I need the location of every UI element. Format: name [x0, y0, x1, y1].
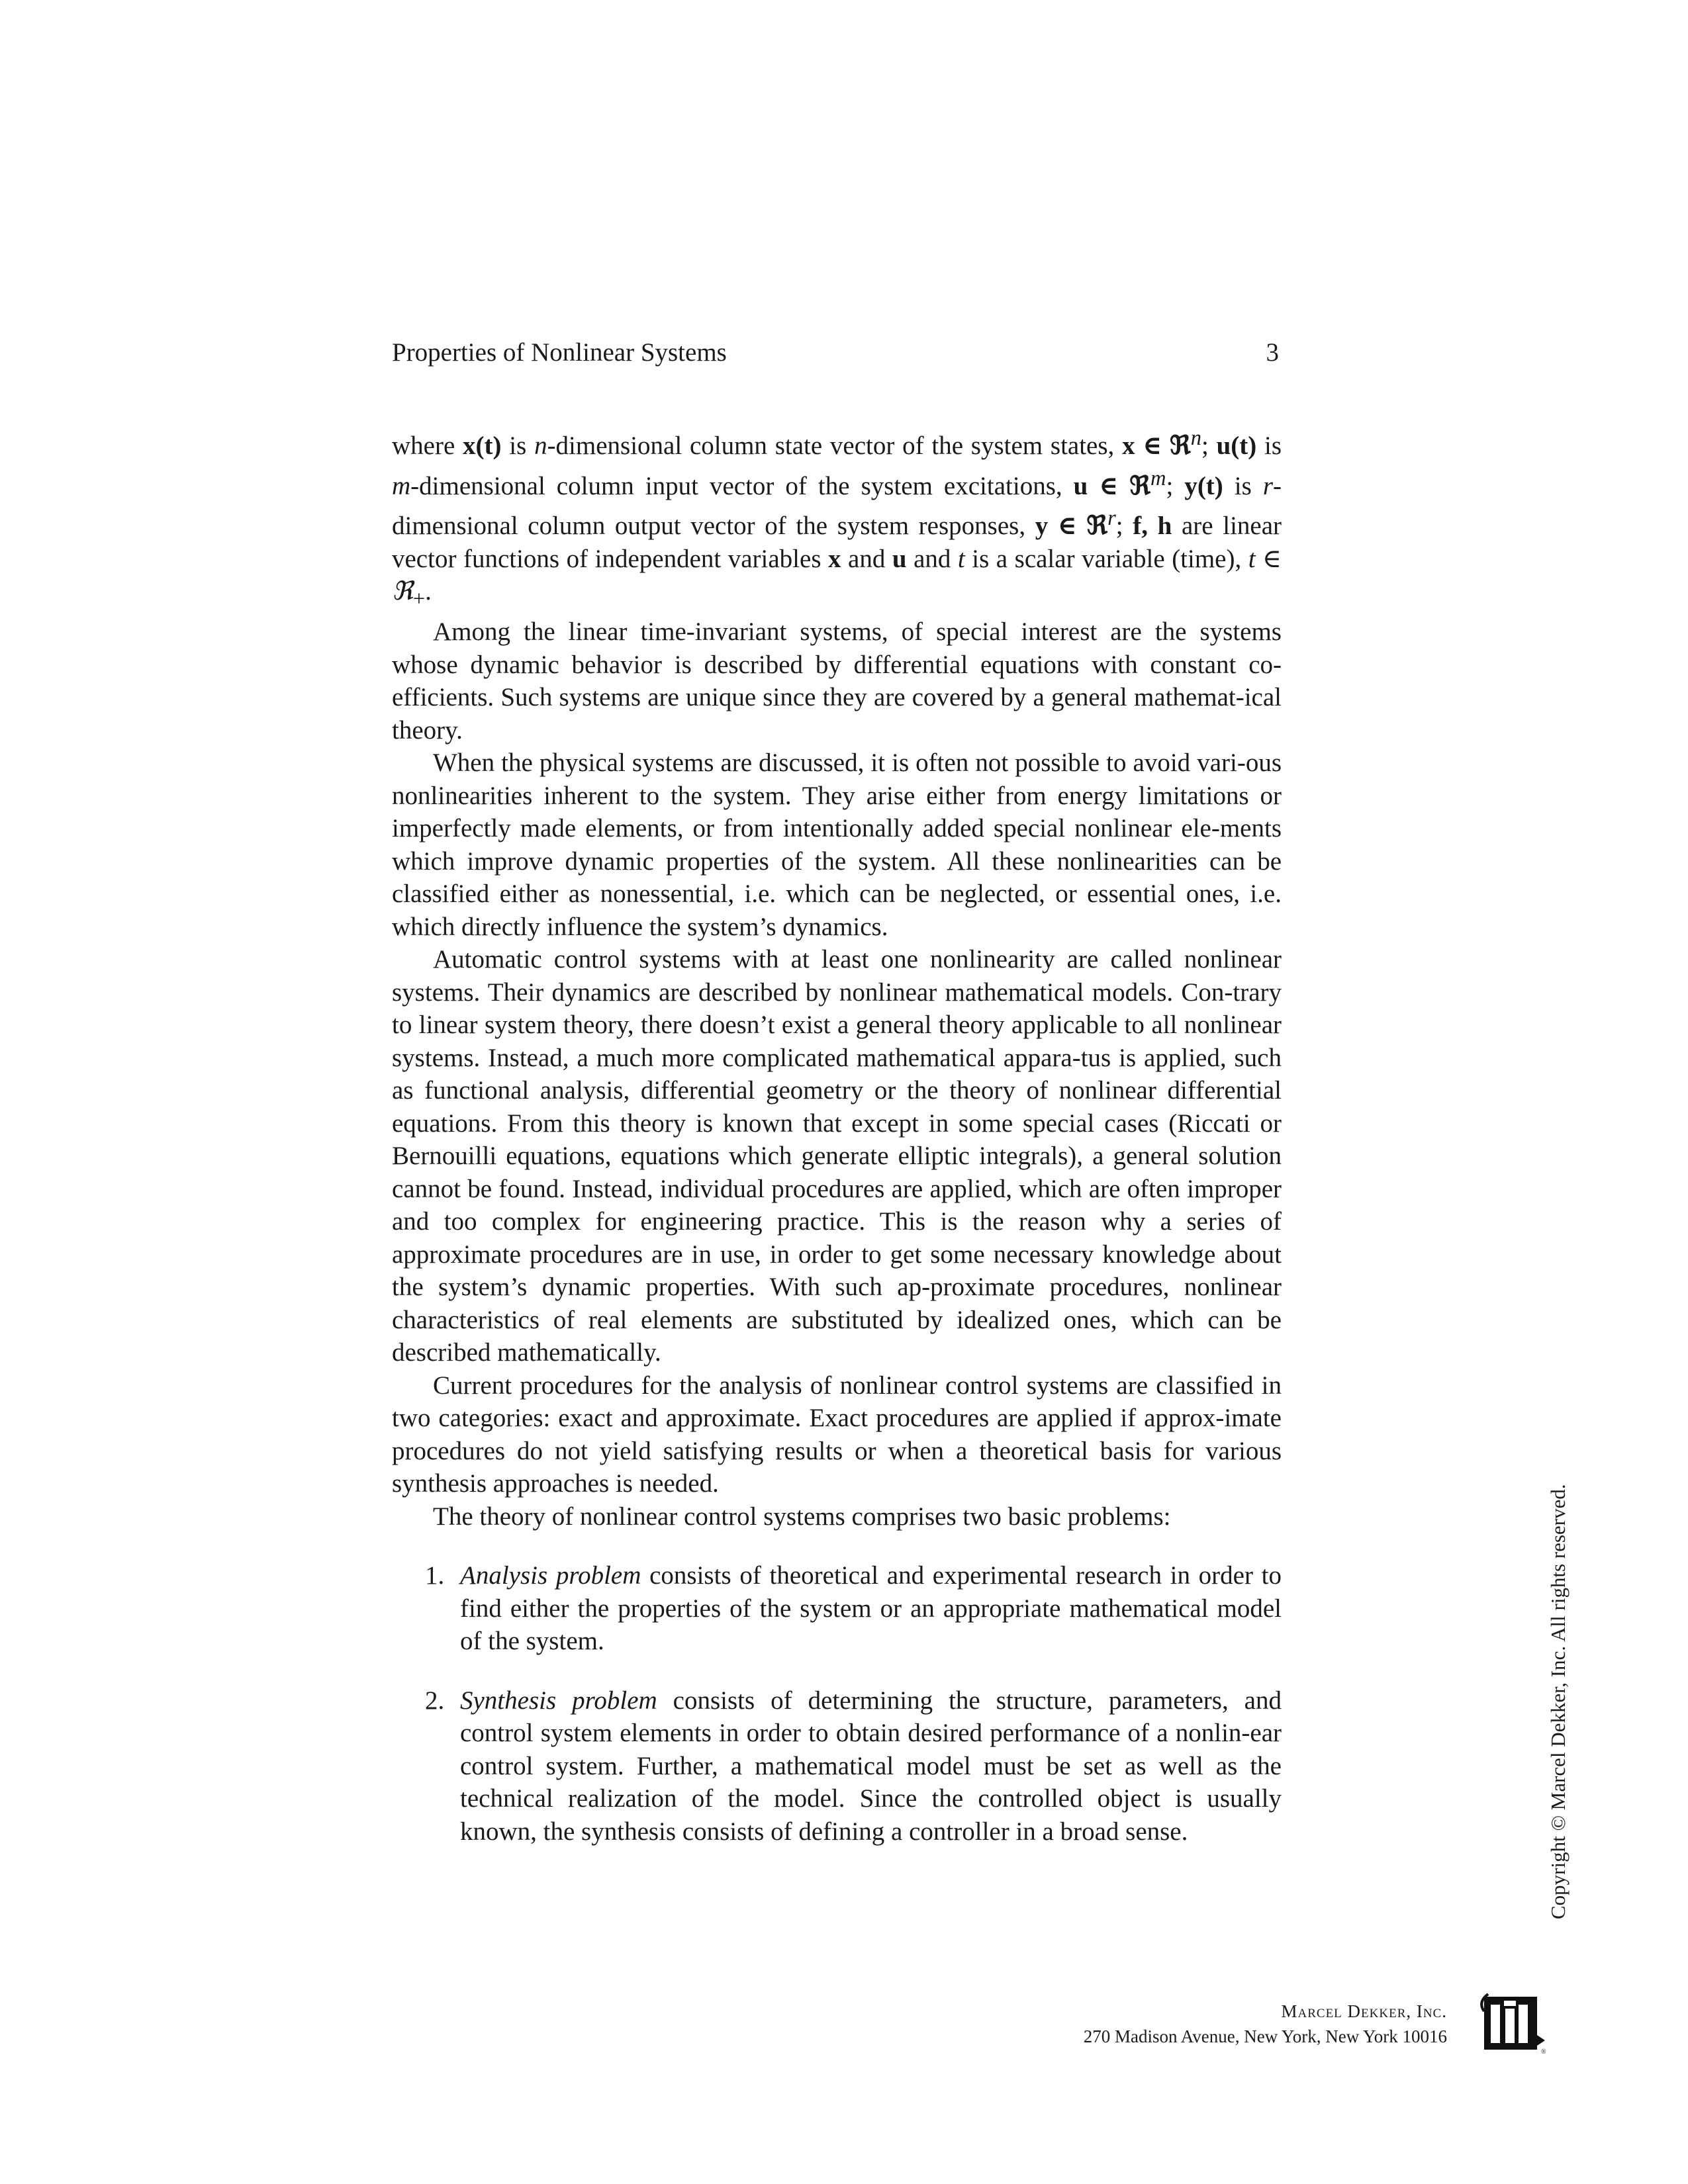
list-item-synthesis [392, 1684, 1282, 1848]
publisher-imprint [1084, 1999, 1447, 2049]
paragraph-5: Current procedures for the analysis of nonlinear control systems are classified in two categories: exact and approximate. Exact procedures are applied if approx-imate procedures do not yield satisfying results or when a theoretical basis for various synthesis approaches is needed. [392, 1371, 1282, 1498]
list-text: consists of theoretical and experimental research in order to find either the properties of the system or an appropriate mathematical model of the system. [460, 1561, 1282, 1656]
paragraph-3: When the physical systems are discussed, it is often not possible to avoid vari-ous nonlinearities inherent to the system. They arise either from energy limitations or imperfectly made elements, or from intentionally added special nonlinear ele-ments which improve dynamic properties of the system. All these nonlinearities can be classified either as nonessential, i.e. which can be neglected, or essential ones, i.e. which directly influence the system’s dynamics. [392, 749, 1282, 941]
list-number: 1. [425, 1561, 445, 1590]
marcel-dekker-logo-icon [1475, 1982, 1548, 2055]
list-term: Synthesis problem [460, 1686, 657, 1715]
list-item-analysis [392, 1559, 1282, 1658]
running-header [392, 336, 1279, 369]
svg-text:®: ® [1541, 2048, 1546, 2055]
paragraph-2: Among the linear time-invariant systems, of special interest are the systems whose dynamic behavior is described by differential equations with constant co-efficients. Such systems are unique since they are covered by a general mathemat-ical theory. [392, 617, 1282, 745]
list-number: 2. [425, 1686, 445, 1715]
paragraph-6: The theory of nonlinear control systems comprises two basic problems: [433, 1502, 1171, 1531]
paragraph-4: Automatic control systems with at least one nonlinearity are called nonlinear systems. Their dynamics are described by nonlinear mathematical models. Con-trary to linear system theory, there doesn’t exist a general theory applicable to all nonlinear systems. Instead, a much more complicated mathematical appara-tus is applied, such as functional analysis, differential geometry or the theory of nonlinear differential equations. From this theory is known that except in some special cases (Riccati or Bernouilli equations, equations which generate elliptic integrals), a general solution cannot be found. Instead, individual procedures are applied, which are often improper and too complex for engineering practice. This is the reason why a series of approximate procedures are in use, in order to get some necessary knowledge about the system’s dynamic properties. With such ap-proximate procedures, nonlinear characteristics of real elements are substituted by idealized ones, which can be described mathematically. [392, 945, 1282, 1367]
running-title: Properties of Nonlinear Systems [392, 338, 727, 367]
publisher-address: 270 Madison Avenue, New York, New York 10016 [1083, 2026, 1447, 2046]
list-term: Analysis problem [460, 1561, 641, 1590]
copyright-margin-note: Copyright © Marcel Dekker, Inc. All rights reserved. [1546, 1484, 1570, 1919]
list-text: consists of determining the structure, parameters, and control system elements in order to obtain desired performance of a nonlin-ear control system. Further, a mathematical model must be set as well as the technical realization of the model. Since the controlled object is usually known, the synthesis consists of defining a controller in a broad sense. [460, 1686, 1282, 1846]
body-text [392, 422, 1282, 1874]
page-number: 3 [1266, 338, 1279, 367]
problem-list [392, 1559, 1282, 1848]
paragraph-1: where x(t) is n-dimensional column state vector of the system states, x ∈ ℜ$^n$; u(t) is m-dimensional column input vector of the system excitations, u ∈ ℜ$^m$; y(t) is r-dimensional column output vector of the system responses, y ∈ ℜ$^r$; f, h are linear vector functions of independent variables x and u and t is a scalar variable (time), t ∈ ℜ$_+$. [392, 426, 1282, 611]
publisher-name: Marcel Dekker, Inc. [1281, 2001, 1447, 2021]
